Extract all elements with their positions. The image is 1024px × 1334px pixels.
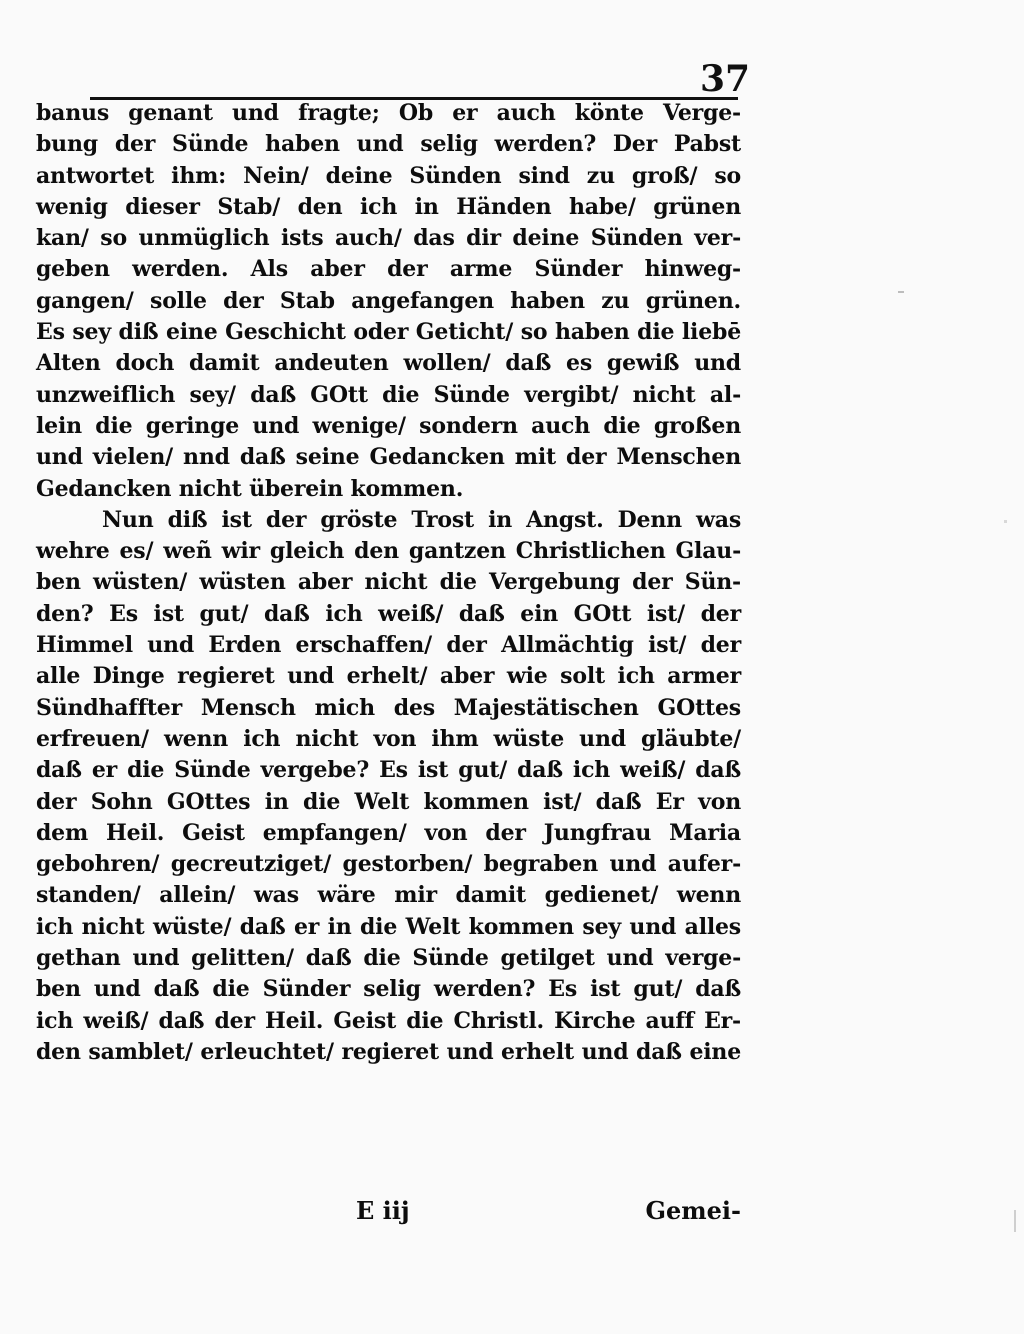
text-line: kan/ so unmüglich ists auch/ das dir deine Sünden ver- [36, 225, 741, 252]
text-line: den samblet/ erleuchtet/ regieret und erhelt und daß eine [36, 1038, 741, 1065]
text-line: Sündhaffter Mensch mich des Majestätischen GOttes [36, 694, 741, 721]
text-line: Es sey diß eine Geschicht oder Geticht/ so haben die liebē [36, 319, 741, 346]
text-line: den? Es ist gut/ daß ich weiß/ daß ein GOtt ist/ der [36, 600, 741, 627]
text-line: banus genant und fragte; Ob er auch könte Verge- [36, 100, 741, 126]
text-line: bung der Sünde haben und selig werden? Der Pabst [36, 131, 741, 158]
text-line: ben wüsten/ wüsten aber nicht die Vergebung der Sün- [36, 569, 741, 596]
text-line: wenig dieser Stab/ den ich in Händen habe/ grünen [36, 193, 741, 220]
text-line: erfreuen/ wenn ich nicht von ihm wüste und gläubte/ [36, 725, 741, 752]
text-line: lein die geringe und wenige/ sondern auch die großen [36, 412, 741, 439]
text-line: gebohren/ gecreutziget/ gestorben/ begraben und aufer- [36, 851, 741, 878]
page-footer [36, 1196, 741, 1230]
text-line-paragraph-start: Nun diß ist der gröste Trost in Angst. Denn was [102, 506, 741, 533]
text-line: ben und daß die Sünder selig werden? Es ist gut/ daß [36, 976, 741, 1003]
text-line: dem Heil. Geist empfangen/ von der Jungfrau Maria [36, 819, 741, 846]
text-line: ich nicht wüste/ daß er in die Welt kommen sey und alles [36, 913, 741, 940]
text-line: daß er die Sünde vergebe? Es ist gut/ daß ich weiß/ daß [36, 757, 741, 784]
text-line: der Sohn GOttes in die Welt kommen ist/ daß Er von [36, 788, 741, 815]
paper-mark [1004, 520, 1007, 523]
text-line: gethan und gelitten/ daß die Sünde getilget und verge- [36, 945, 741, 972]
text-line: wehre es/ weñ wir gleich den gantzen Christlichen Glau- [36, 538, 741, 565]
text-line: geben werden. Als aber der arme Sünder hinweg- [36, 256, 741, 283]
text-line: unzweiflich sey/ daß GOtt die Sünde vergibt/ nicht al- [36, 381, 741, 408]
text-line: gangen/ solle der Stab angefangen haben zu grünen. [36, 287, 741, 314]
page-number: 37 [700, 58, 751, 100]
text-line: alle Dinge regieret und erhelt/ aber wie solt ich armer [36, 663, 741, 690]
text-line: Himmel und Erden erschaffen/ der Allmächtig ist/ der [36, 632, 741, 659]
text-line: ich weiß/ daß der Heil. Geist die Christl. Kirche auff Er- [36, 1007, 741, 1034]
paper-mark [1014, 1210, 1016, 1232]
text-line: Gedancken nicht überein kommen. [36, 475, 464, 502]
body-text [36, 98, 741, 1068]
text-line: standen/ allein/ was wäre mir damit gedienet/ wenn [36, 882, 741, 909]
text-line: Alten doch damit andeuten wollen/ daß es gewiß und [36, 350, 741, 377]
paper-mark [898, 291, 904, 293]
text-line: antwortet ihm: Nein/ deine Sünden sind zu groß/ so [36, 162, 741, 189]
catchword: Gemei- [645, 1196, 741, 1225]
signature-mark: E iij [356, 1196, 410, 1225]
text-line: und vielen/ nnd daß seine Gedancken mit der Menschen [36, 444, 741, 471]
